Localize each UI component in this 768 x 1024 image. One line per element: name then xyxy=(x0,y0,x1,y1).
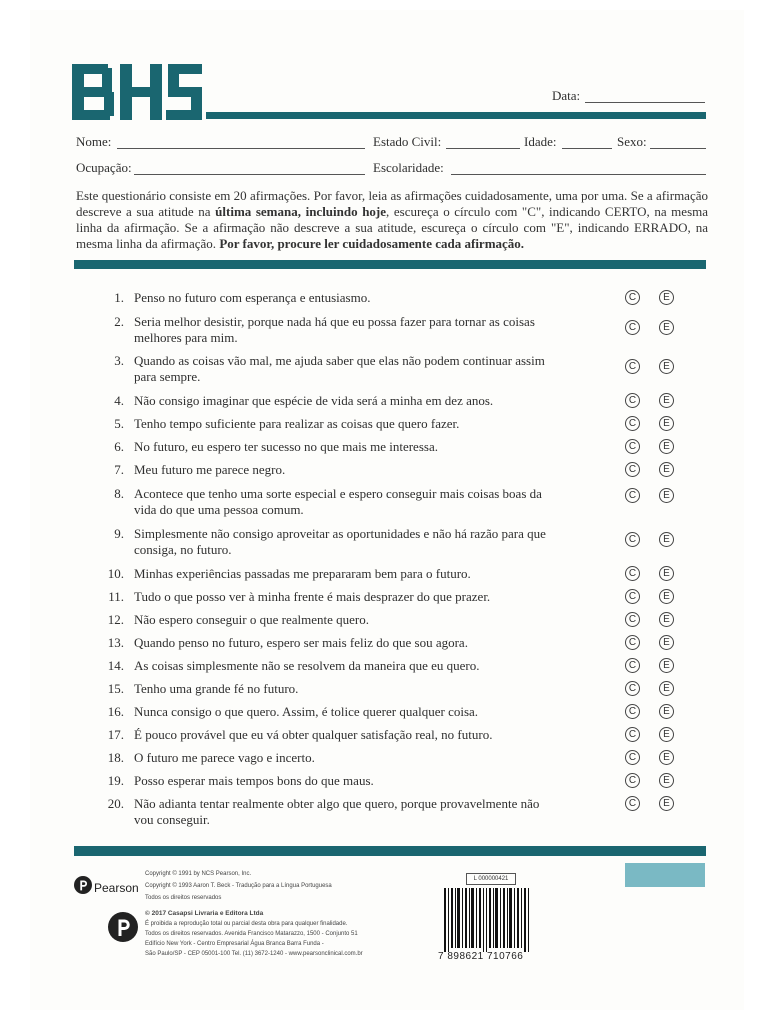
answer-e-radio[interactable]: E xyxy=(659,439,674,454)
education-label: Escolaridade: xyxy=(373,160,444,175)
answer-e-radio[interactable]: E xyxy=(659,658,674,673)
answer-c-radio[interactable]: C xyxy=(625,488,640,503)
answer-c-radio[interactable]: C xyxy=(625,320,640,335)
answer-c-radio[interactable]: C xyxy=(625,589,640,604)
item-number: 19. xyxy=(107,773,124,788)
answer-e-radio[interactable]: E xyxy=(659,393,674,408)
casapsi-line-2: Todos os direitos reservados. Avenida Francisco Matarazzo, 1500 - Conjunto 51 xyxy=(145,931,358,937)
answer-c-radio[interactable]: C xyxy=(625,359,640,374)
item-text: Minhas experiências passadas me prepararam bem para o futuro. xyxy=(134,566,471,581)
item-number: 16. xyxy=(107,704,124,719)
item-number: 4. xyxy=(114,393,124,408)
item-text: Não espero conseguir o que realmente quero. xyxy=(134,612,369,627)
pearson-brand: Pearson xyxy=(94,881,139,895)
item-text: Tudo o que posso ver à minha frente é mais desprazer do que prazer. xyxy=(134,589,491,604)
answer-c-radio[interactable]: C xyxy=(625,727,640,742)
answer-e-radio[interactable]: E xyxy=(659,681,674,696)
sex-label: Sexo: xyxy=(617,134,647,149)
header-bar xyxy=(206,112,706,119)
item-text: Nunca consigo o que quero. Assim, é tolice querer qualquer coisa. xyxy=(134,704,479,719)
item-text: É pouco provável que eu vá obter qualquer satisfação real, no futuro. xyxy=(134,727,493,742)
copyright-line-1: Copyright © 1991 by NCS Pearson, Inc. xyxy=(145,871,252,877)
answer-c-radio[interactable]: C xyxy=(625,796,640,811)
answer-c-radio[interactable]: C xyxy=(625,532,640,547)
pearson-logo-icon xyxy=(74,876,92,894)
item-number: 15. xyxy=(107,681,124,696)
item-text: Não adianta tentar realmente obter algo que quero, porque provavelmente não vou conseguir. xyxy=(134,796,540,827)
casapsi-line-3: Edifício New York - Centro Empresarial Água Branca Barra Funda - xyxy=(145,941,324,947)
color-block xyxy=(625,863,705,887)
item-text: Seria melhor desistir, porque nada há que eu possa fazer para tornar as coisas melhores para mim. xyxy=(134,314,535,345)
date-label: Data: xyxy=(552,88,581,103)
name-label: Nome: xyxy=(76,134,112,149)
answer-e-radio[interactable]: E xyxy=(659,462,674,477)
item-number: 1. xyxy=(114,290,124,305)
item-number: 6. xyxy=(114,439,124,454)
answer-c-radio[interactable]: C xyxy=(625,773,640,788)
date-field[interactable] xyxy=(585,102,705,103)
item-number: 13. xyxy=(107,635,124,650)
copyright-line-2: Copyright © 1993 Aaron T. Beck - Tradução para a Língua Portuguesa xyxy=(145,883,332,889)
civil-status-field[interactable] xyxy=(446,148,520,149)
barcode-number: 7 898621 710766 xyxy=(438,951,524,962)
answer-c-radio[interactable]: C xyxy=(625,393,640,408)
education-field[interactable] xyxy=(451,174,706,175)
answer-c-radio[interactable]: C xyxy=(625,566,640,581)
instructions xyxy=(76,188,708,252)
item-text: Acontece que tenho uma sorte especial e espero conseguir mais coisas boas da vida do que uma pessoa comum. xyxy=(134,486,542,517)
instructions-bold-1: última semana, incluindo hoje xyxy=(215,204,387,219)
item-text: Meu futuro me parece negro. xyxy=(134,462,286,477)
barcode-icon xyxy=(444,888,530,952)
answer-e-radio[interactable]: E xyxy=(659,796,674,811)
answer-e-radio[interactable]: E xyxy=(659,635,674,650)
answer-e-radio[interactable]: E xyxy=(659,612,674,627)
instructions-part-2: , escureça o círculo com "C", indicando CERTO, na mesma linha da afirmação. Se a afirmação não descreve a sua atitude, escureça o círculo com "E", indicando ERRADO, na mesma linha da afirmação. xyxy=(76,204,709,251)
product-code: L 000000421 xyxy=(466,873,516,885)
answer-e-radio[interactable]: E xyxy=(659,320,674,335)
casapsi-title: © 2017 Casapsi Livraria e Editora Ltda xyxy=(145,910,264,917)
answer-c-radio[interactable]: C xyxy=(625,290,640,305)
item-number: 2. xyxy=(114,314,124,329)
age-field[interactable] xyxy=(562,148,612,149)
answer-e-radio[interactable]: E xyxy=(659,532,674,547)
occupation-label: Ocupação: xyxy=(76,160,132,175)
casapsi-line-4: São Paulo/SP - CEP 05001-100 Tel. (11) 3672-1240 - www.pearsonclinical.com.br xyxy=(145,951,363,957)
item-text: Tenho tempo suficiente para realizar as coisas que quero fazer. xyxy=(134,416,460,431)
answer-c-radio[interactable]: C xyxy=(625,612,640,627)
answer-e-radio[interactable]: E xyxy=(659,416,674,431)
item-text: Simplesmente não consigo aproveitar as oportunidades e não há razão para que consiga, no futuro. xyxy=(134,526,546,557)
item-number: 18. xyxy=(107,750,124,765)
item-number: 11. xyxy=(108,589,124,604)
occupation-field[interactable] xyxy=(134,174,365,175)
item-number: 7. xyxy=(114,462,124,477)
bhs-logo xyxy=(72,64,202,120)
answer-e-radio[interactable]: E xyxy=(659,750,674,765)
answer-e-radio[interactable]: E xyxy=(659,290,674,305)
item-number: 17. xyxy=(107,727,124,742)
answer-c-radio[interactable]: C xyxy=(625,681,640,696)
item-number: 20. xyxy=(107,796,124,811)
item-number: 5. xyxy=(114,416,124,431)
item-number: 3. xyxy=(114,353,124,368)
item-number: 10. xyxy=(107,566,124,581)
item-text: Tenho uma grande fé no futuro. xyxy=(134,681,299,696)
item-text: O futuro me parece vago e incerto. xyxy=(134,750,315,765)
item-text: No futuro, eu espero ter sucesso no que mais me interessa. xyxy=(134,439,438,454)
item-number: 14. xyxy=(107,658,124,673)
answer-c-radio[interactable]: C xyxy=(625,439,640,454)
item-text: Não consigo imaginar que espécie de vida será a minha em dez anos. xyxy=(134,393,494,408)
sex-field[interactable] xyxy=(650,148,706,149)
answer-c-radio[interactable]: C xyxy=(625,635,640,650)
answer-e-radio[interactable]: E xyxy=(659,566,674,581)
divider-top xyxy=(74,260,706,269)
answer-c-radio[interactable]: C xyxy=(625,462,640,477)
item-number: 9. xyxy=(114,526,124,541)
answer-e-radio[interactable]: E xyxy=(659,359,674,374)
answer-c-radio[interactable]: C xyxy=(625,750,640,765)
item-text: Quando penso no futuro, espero ser mais feliz do que sou agora. xyxy=(134,635,468,650)
divider-bottom xyxy=(74,846,706,856)
answer-c-radio[interactable]: C xyxy=(625,704,640,719)
instructions-part-1: Este questionário consiste em 20 afirmações. Por favor, leia as afirmações cuidadosamente, uma por uma. Se a afirmação descreve a sua atitude na xyxy=(76,188,708,219)
answer-e-radio[interactable]: E xyxy=(659,488,674,503)
answer-e-radio[interactable]: E xyxy=(659,704,674,719)
item-number: 8. xyxy=(114,486,124,501)
item-text: As coisas simplesmente não se resolvem da maneira que eu quero. xyxy=(134,658,480,673)
item-text: Posso esperar mais tempos bons do que maus. xyxy=(134,773,374,788)
instructions-bold-2: Por favor, procure ler cuidadosamente cada afirmação. xyxy=(219,236,525,251)
answer-e-radio[interactable]: E xyxy=(659,589,674,604)
casapsi-line-1: É proibida a reprodução total ou parcial desta obra para qualquer finalidade. xyxy=(145,921,348,927)
age-label: Idade: xyxy=(524,134,557,149)
answer-c-radio[interactable]: C xyxy=(625,416,640,431)
pearson-logo-icon-large xyxy=(108,912,138,942)
answer-e-radio[interactable]: E xyxy=(659,773,674,788)
item-text: Quando as coisas vão mal, me ajuda saber que elas não podem continuar assim para sempre. xyxy=(134,353,545,384)
answer-c-radio[interactable]: C xyxy=(625,658,640,673)
answer-e-radio[interactable]: E xyxy=(659,727,674,742)
civil-status-label: Estado Civil: xyxy=(373,134,442,149)
name-field[interactable] xyxy=(117,148,365,149)
rights-reserved: Todos os direitos reservados xyxy=(145,895,222,901)
item-number: 12. xyxy=(107,612,124,627)
item-text: Penso no futuro com esperança e entusiasmo. xyxy=(134,290,371,305)
